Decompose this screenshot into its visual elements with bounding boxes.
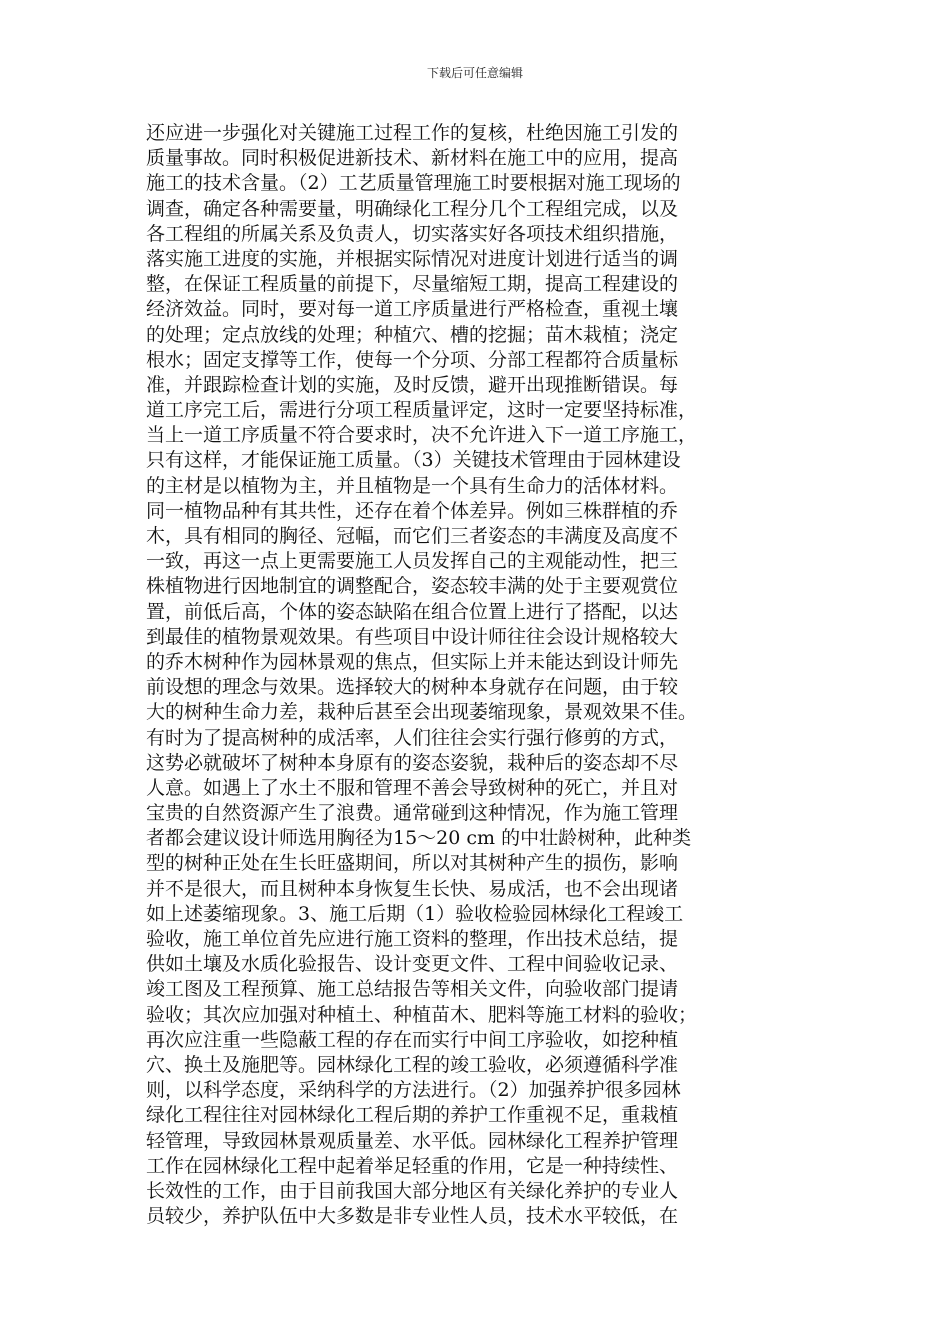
text-line: 者都会建议设计师选用胸径为15～20 cm 的中壮龄树种，此种类 [146, 827, 692, 850]
text-line: 的乔木树种作为园林景观的焦点，但实际上并未能达到设计师先 [146, 650, 679, 673]
text-line: 工作在园林绿化工程中起着举足轻重的作用，它是一种持续性、 [146, 1154, 679, 1177]
text-line: 并不是很大，而且树种本身恢复生长快、易成活，也不会出现诸 [146, 877, 679, 900]
text-line: 这势必就破坏了树种本身原有的姿态姿貌，栽种后的姿态却不尽 [146, 751, 679, 774]
text-line: 还应进一步强化对关键施工过程工作的复核，杜绝因施工引发的 [146, 122, 679, 144]
text-line: 的主材是以植物为主，并且植物是一个具有生命力的活体材料。 [146, 474, 679, 497]
text-line: 只有这样，才能保证施工质量。（3）关键技术管理由于园林建设 [146, 449, 681, 472]
text-line: 到最佳的植物景观效果。有些项目中设计师往往会设计规格较大 [146, 625, 679, 648]
text-line: 各工程组的所属关系及负责人，切实落实好各项技术组织措施， [146, 222, 679, 245]
text-line: 前设想的理念与效果。选择较大的树种本身就存在问题，由于较 [146, 676, 679, 699]
text-line: 验收，施工单位首先应进行施工资料的整理，作出技术总结，提 [146, 928, 679, 950]
text-line: 整，在保证工程质量的前提下，尽量缩短工期，提高工程建设的 [146, 273, 679, 296]
text-line: 穴、换土及施肥等。园林绿化工程的竣工验收，必须遵循科学准 [146, 1053, 679, 1076]
text-line: 株植物进行因地制宜的调整配合，姿态较丰满的处于主要观赏位 [146, 575, 679, 598]
text-line: 有时为了提高树种的成活率，人们往往会实行强行修剪的方式， [146, 726, 679, 749]
text-line: 大的树种生命力差，栽种后甚至会出现萎缩现象，景观效果不佳。 [146, 701, 698, 724]
text-line: 轻管理，导致园林景观质量差、水平低。园林绿化工程养护管理 [146, 1129, 679, 1152]
text-line: 绿化工程往往对园林绿化工程后期的养护工作重视不足，重栽植 [146, 1104, 679, 1127]
text-line: 同一植物品种有其共性，还存在着个体差异。例如三株群植的乔 [146, 499, 679, 522]
text-line: 验收；其次应加强对种植土、种植苗木、肥料等施工材料的验收； [146, 1003, 698, 1026]
body-text [146, 121, 806, 1229]
text-line: 根水；固定支撑等工作，使每一个分项、分部工程都符合质量标 [146, 348, 679, 371]
text-line: 置，前低后高，个体的姿态缺陷在组合位置上进行了搭配，以达 [146, 600, 679, 623]
text-line: 竣工图及工程预算、施工总结报告等相关文件，向验收部门提请 [146, 978, 679, 1001]
text-line: 则，以科学态度，采纳科学的方法进行。（2）加强养护很多园林 [146, 1079, 681, 1102]
text-line: 长效性的工作，由于目前我国大部分地区有关绿化养护的专业人 [146, 1179, 679, 1202]
text-line: 供如土壤及水质化验报告、设计变更文件、工程中间验收记录、 [146, 953, 679, 976]
text-line: 调查，确定各种需要量，明确绿化工程分几个工程组完成，以及 [146, 197, 679, 220]
text-line: 落实施工进度的实施，并根据实际情况对进度计划进行适当的调 [146, 247, 679, 270]
text-line: 经济效益。同时，要对每一道工序质量进行严格检查，重视土壤 [146, 298, 679, 321]
text-line: 质量事故。同时积极促进新技术、新材料在施工中的应用，提高 [146, 147, 679, 170]
text-line: 员较少，养护队伍中大多数是非专业性人员，技术水平较低，在 [146, 1205, 679, 1228]
text-line: 当上一道工序质量不符合要求时，决不允许进入下一道工序施工， [146, 424, 698, 447]
text-line: 木，具有相同的胸径、冠幅，而它们三者姿态的丰满度及高度不 [146, 525, 679, 547]
text-line: 的处理；定点放线的处理；种植穴、槽的挖掘；苗木栽植；浇定 [146, 323, 679, 346]
text-line: 型的树种正处在生长旺盛期间，所以对其树种产生的损伤，影响 [146, 852, 679, 875]
text-line: 宝贵的自然资源产生了浪费。通常碰到这种情况，作为施工管理 [146, 802, 679, 825]
text-line: 道工序完工后，需进行分项工程质量评定，这时一定要坚持标准， [146, 399, 698, 422]
text-line: 一致，再这一点上更需要施工人员发挥自己的主观能动性，把三 [146, 550, 679, 573]
text-line: 再次应注重一些隐蔽工程的存在而实行中间工序验收，如挖种植 [146, 1028, 679, 1051]
text-line: 人意。如遇上了水土不服和管理不善会导致树种的死亡，并且对 [146, 776, 679, 799]
text-line: 如上述萎缩现象。3、施工后期（1）验收检验园林绿化工程竣工 [146, 902, 684, 925]
page-header: 下载后可任意编辑 [426, 66, 523, 80]
text-line: 施工的技术含量。（2）工艺质量管理施工时要根据对施工现场的 [146, 172, 681, 195]
text-line: 准，并跟踪检查计划的实施，及时反馈，避开出现推断错误。每 [146, 373, 679, 396]
